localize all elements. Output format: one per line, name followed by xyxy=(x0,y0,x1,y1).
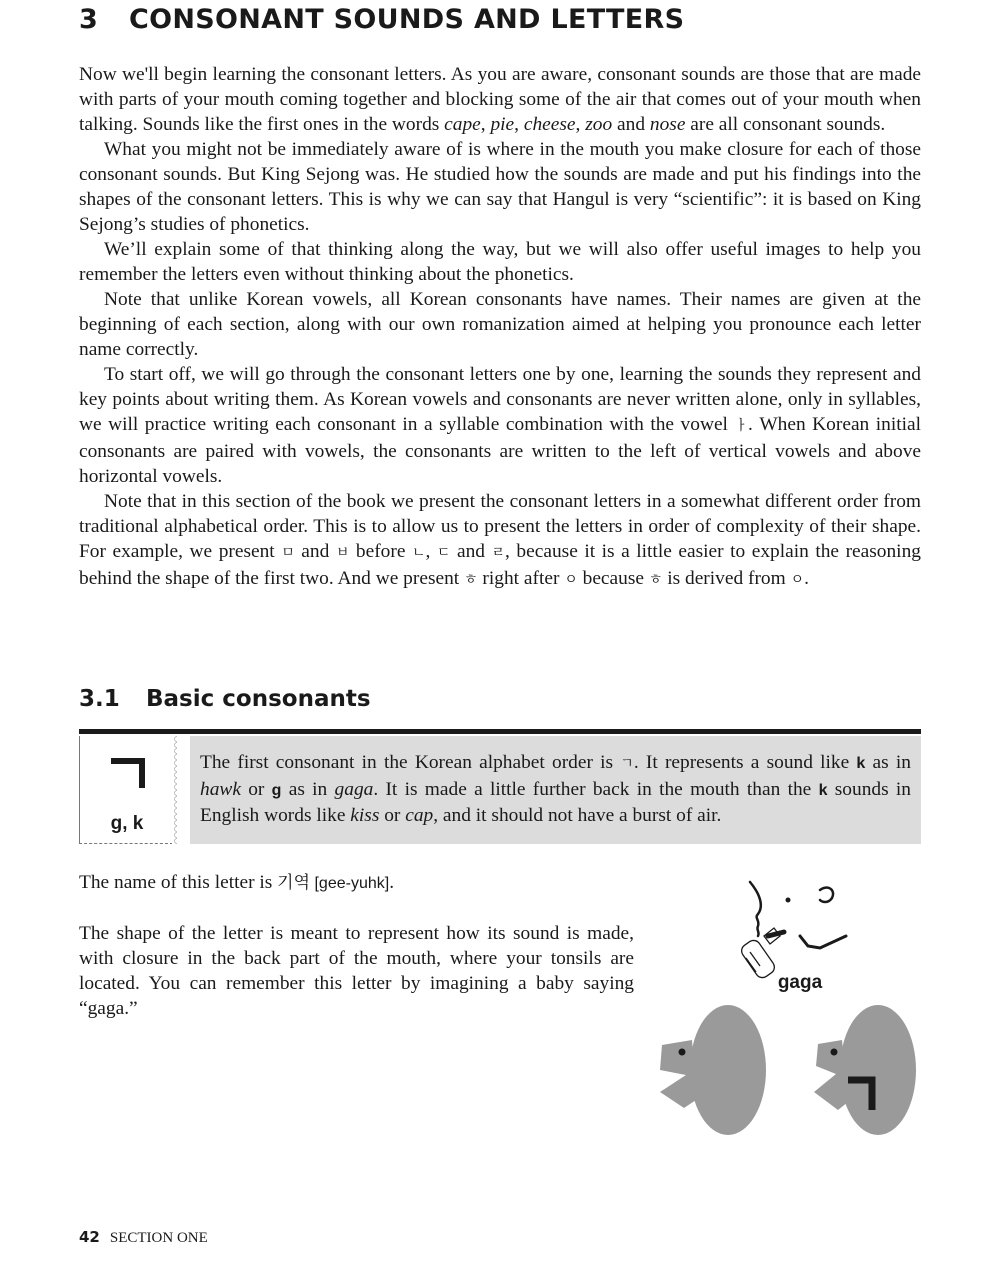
intro-paragraph-5: To start off, we will go through the consonant letters one by one, learning the sounds they represent and key points about writing them. As Korean vowels and consonants are never written alone, only in syllables, we will practice writing each consonant in a syllable combination with the vowel ㅏ. When Korean initial consonants are paired with vowels, the consonants are written to the left of vertical vowels and above horizontal vowels. xyxy=(79,364,921,487)
section-rule xyxy=(79,729,921,734)
head-profile-left-icon xyxy=(660,1005,766,1135)
footer-section: SECTION ONE xyxy=(109,1230,208,1246)
intro-paragraph-6: Note that in this section of the book we present the consonant letters in a somewhat different order from traditional alphabetical order. This is to allow us to present the letters in order of complexity of their shape. For example, we present ㅁ and ㅂ before ㄴ, ㄷ and ㄹ, because it is a little easier to explain the reasoning behind the shape of the first two. And we present ㅎ right after ㅇ because ㅎ is derived from ㅇ. xyxy=(79,491,921,589)
intro-paragraph-3: We’ll explain some of that thinking along the way, but we will also offer useful images to help you remember the letters even without thinking about the phonetics. xyxy=(79,239,921,285)
section-number: 3.1 xyxy=(79,686,120,712)
chapter-title xyxy=(79,4,684,35)
gaga-illustration xyxy=(650,870,950,1160)
intro-paragraph-1: Now we'll begin learning the consonant letters. As you are aware, consonant sounds are those that are made with parts of your mouth coming together and blocking some of the air that comes out of your mouth when talking. Sounds like the first ones in the words cape, pie, cheese, zoo and nose are all consonant sounds. xyxy=(79,64,921,135)
illustration-label: gaga xyxy=(777,972,823,993)
letter-glyph-giyeok xyxy=(108,756,148,790)
intro-text xyxy=(79,62,921,593)
info-box xyxy=(190,736,921,844)
section-title xyxy=(79,686,371,712)
chapter-number: 3 xyxy=(79,4,99,35)
section-title-text: Basic consonants xyxy=(146,686,371,712)
page-footer xyxy=(79,1228,208,1247)
shape-paragraph: The shape of the letter is meant to represent how its sound is made, with closure in the back part of the mouth, where your tonsils are located. You can remember this letter by imagining a baby saying “gaga.” xyxy=(79,923,634,1019)
info-box-text: The first consonant in the Korean alphabet order is ㄱ. It represents a sound like k as in hawk or g as in gaga. It is made a little further back in the mouth than the k sounds in English words like kiss or cap, and it should not have a burst of air. xyxy=(200,752,911,826)
intro-paragraph-4: Note that unlike Korean vowels, all Korean consonants have names. Their names are given at the beginning of each section, along with our own romanization aimed at helping you pronounce each letter name correctly. xyxy=(79,289,921,360)
page-number: 42 xyxy=(79,1228,100,1246)
lower-text xyxy=(79,870,634,1046)
letter-romanization: g, k xyxy=(110,813,144,834)
baby-face-icon xyxy=(750,882,846,948)
chapter-title-text: CONSONANT SOUNDS AND LETTERS xyxy=(129,4,685,35)
letter-card xyxy=(79,736,173,844)
letter-name-paragraph: The name of this letter is 기역 [gee-yuhk]. xyxy=(79,872,395,893)
intro-paragraph-2: What you might not be immediately aware of is where in the mouth you make closure for each of those consonant sounds. But King Sejong was. He studied how the sounds are made and put his findings into the shapes of the consonant letters. This is why we can say that Hangul is very “scientific”: it is based on King Sejong’s studies of phonetics. xyxy=(79,139,921,235)
head-profile-right-icon xyxy=(814,1005,916,1135)
